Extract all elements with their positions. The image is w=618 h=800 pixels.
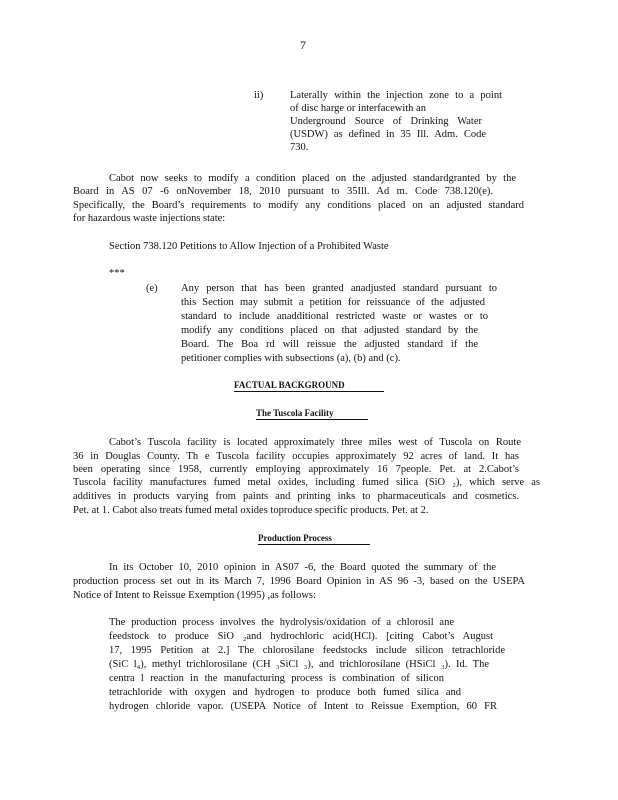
- quote-line: hydrogen chloride vapor. (USEPA Notice of Intent to Reissue Exemption, 60 FR: [109, 701, 497, 712]
- heading-production-process: Production Process: [258, 533, 370, 545]
- item-e-line: petitioner complies with subsections (a), (b) and (c).: [181, 353, 401, 364]
- item-e-marker: (e): [146, 283, 158, 294]
- paragraph-line: Notice of Intent to Reissue Exemption (1995) ,as follows:: [73, 590, 316, 601]
- paragraph-line: Specifically, the Board’s requirements to modify any conditions placed on an adjusted standard: [73, 200, 524, 211]
- quote-line: feedstock to produce SiO ₂and hydrochloric acid(HCl). [citing Cabot’s August: [109, 631, 493, 642]
- page-number: 7: [300, 38, 306, 52]
- paragraph-line: additives in products varying from paints and printing inks to pharmaceuticals and cosmetics.: [73, 491, 519, 502]
- heading-factual-background: FACTUAL BACKGROUND: [234, 380, 384, 392]
- item-e-line: standard to include anadditional restricted waste or wastes or to: [181, 311, 488, 322]
- item-ii-line: Underground Source of Drinking Water: [290, 116, 482, 127]
- item-ii-marker: ii): [254, 90, 264, 101]
- item-e-line: Any person that has been granted anadjusted standard pursuant to: [181, 283, 497, 294]
- quote-line: (SiC l₄), methyl trichlorosilane (CH ₃SiCl ₃), and trichlorosilane (HSiCl ₃). Id. The: [109, 659, 489, 670]
- paragraph-line: Board in AS 07 -6 onNovember 18, 2010 pursuant to 35Ill. Ad m. Code 738.120(e).: [73, 186, 493, 197]
- item-e-line: modify any conditions placed on that adjusted standard by the: [181, 325, 478, 336]
- item-ii-line: Laterally within the injection zone to a point: [290, 90, 502, 101]
- paragraph-line: been operating since 1958, currently employing approximately 16 7people. Pet. at 2.Cabot’s: [73, 464, 519, 475]
- quote-line: The production process involves the hydrolysis/oxidation of a chlorosil ane: [109, 617, 454, 628]
- paragraph-line: 36 in Douglas County. Th e Tuscola facility occupies approximately 92 acres of land. It has: [73, 451, 519, 462]
- heading-tuscola-facility: The Tuscola Facility: [256, 408, 368, 420]
- paragraph-line: Tuscola facility manufactures fumed metal oxides, including fumed silica (SiO ₂), which serve as: [73, 477, 540, 488]
- ellipsis-stars: ***: [109, 268, 125, 279]
- paragraph-line: Cabot’s Tuscola facility is located approximately three miles west of Tuscola on Route: [109, 437, 521, 448]
- item-e-line: Board. The Boa rd will reissue the adjusted standard if the: [181, 339, 478, 350]
- item-ii-line: (USDW) as defined in 35 Ill. Adm. Code: [290, 129, 486, 140]
- paragraph-line: production process set out in its March 7, 1996 Board Opinion in AS 96 -3, based on the USEPA: [73, 576, 525, 587]
- item-e-line: this Section may submit a petition for reissuance of the adjusted: [181, 297, 485, 308]
- paragraph-line: In its October 10, 2010 opinion in AS07 -6, the Board quoted the summary of the: [109, 562, 496, 573]
- quote-line: 17, 1995 Petition at 2.] The chlorosilane feedstocks include silicon tetrachloride: [109, 645, 505, 656]
- quote-line: centra l reaction in the manufacturing process is combination of silicon: [109, 673, 444, 684]
- paragraph-line: Cabot now seeks to modify a condition placed on the adjusted standardgranted by the: [109, 173, 516, 184]
- paragraph-line: Pet. at 1. Cabot also treats fumed metal oxides toproduce specific products. Pet. at 2.: [73, 505, 429, 516]
- quote-line: tetrachloride with oxygen and hydrogen to produce both fumed silica and: [109, 687, 461, 698]
- item-ii-line: of disc harge or interfacewith an: [290, 103, 426, 114]
- item-ii-line: 730.: [290, 142, 309, 153]
- section-title: Section 738.120 Petitions to Allow Injection of a Prohibited Waste: [109, 241, 389, 252]
- paragraph-line: for hazardous waste injections state:: [73, 213, 226, 224]
